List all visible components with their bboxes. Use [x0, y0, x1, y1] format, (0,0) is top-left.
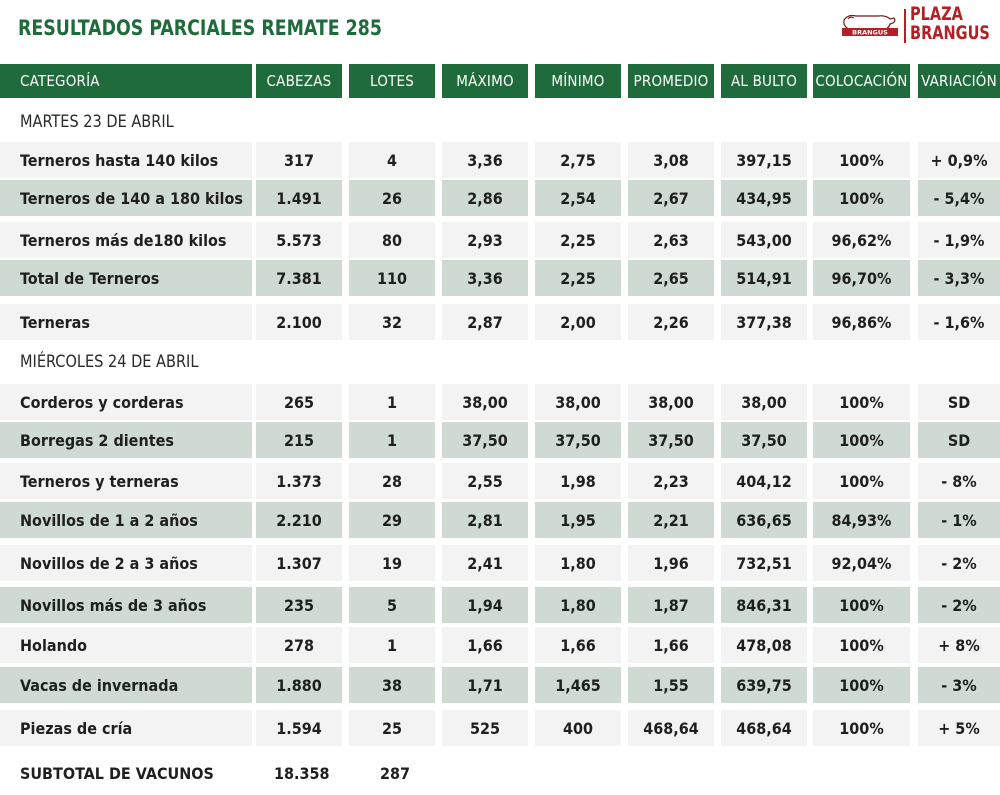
cell-colocacion: 96,70%	[813, 260, 910, 296]
cell-categoria: Terneros hasta 140 kilos	[0, 142, 252, 178]
cell-lotes: 26	[349, 180, 435, 216]
cell-categoria: Holando	[0, 627, 252, 663]
logo-divider	[904, 9, 906, 43]
cell-colocacion: 100%	[813, 627, 910, 663]
cell-al-bulto: 468,64	[721, 710, 807, 746]
cell-categoria: Terneras	[0, 304, 252, 340]
column-header-colocacion: COLOCACIÓN	[813, 64, 910, 98]
cell-minimo: 1,66	[535, 627, 621, 663]
cell-maximo: 2,55	[442, 463, 528, 499]
cell-cabezas: 235	[256, 587, 342, 623]
cell-cabezas: 2.100	[256, 304, 342, 340]
cell-promedio: 2,23	[628, 463, 714, 499]
cell-colocacion: 100%	[813, 384, 910, 420]
cell-promedio: 2,67	[628, 180, 714, 216]
cell-minimo: 38,00	[535, 384, 621, 420]
column-header-promedio: PROMEDIO	[628, 64, 714, 98]
cell-variacion: SD	[918, 384, 1000, 420]
cell-minimo: 1,98	[535, 463, 621, 499]
cell-minimo: 2,00	[535, 304, 621, 340]
cell-al-bulto: 37,50	[721, 422, 807, 458]
cell-minimo: 2,25	[535, 260, 621, 296]
column-header-minimo: MÍNIMO	[535, 64, 621, 98]
cell-promedio: 1,55	[628, 667, 714, 703]
column-header-categoria: CATEGORÍA	[0, 64, 252, 98]
logo-line1: PLAZA	[910, 3, 963, 25]
cell-variacion: - 2%	[918, 545, 1000, 581]
cell-cabezas: 7.381	[256, 260, 342, 296]
cell-cabezas: 5.573	[256, 222, 342, 258]
cell-categoria: Terneros más de180 kilos	[0, 222, 252, 258]
cell-promedio: 2,21	[628, 502, 714, 538]
cell-categoria: Terneros y terneras	[0, 463, 252, 499]
section-title: MIÉRCOLES 24 DE ABRIL	[20, 352, 199, 372]
plaza-brangus-logo	[838, 5, 998, 45]
column-header-lotes: LOTES	[349, 64, 435, 98]
cell-minimo: 2,54	[535, 180, 621, 216]
column-header-variacion: VARIACIÓN	[918, 64, 1000, 98]
cell-categoria: Corderos y corderas	[0, 384, 252, 420]
subtotal-label: SUBTOTAL DE VACUNOS	[20, 763, 214, 783]
cell-colocacion: 96,86%	[813, 304, 910, 340]
cell-variacion: - 8%	[918, 463, 1000, 499]
cell-al-bulto: 434,95	[721, 180, 807, 216]
cell-colocacion: 92,04%	[813, 545, 910, 581]
cell-cabezas: 278	[256, 627, 342, 663]
cell-al-bulto: 38,00	[721, 384, 807, 420]
cell-lotes: 38	[349, 667, 435, 703]
logo-line2: BRANGUS	[910, 22, 990, 44]
subtotal-cabezas: 18.358	[274, 763, 330, 783]
cell-minimo: 400	[535, 710, 621, 746]
cell-categoria: Terneros de 140 a 180 kilos	[0, 180, 252, 216]
cell-categoria: Novillos de 1 a 2 años	[0, 502, 252, 538]
cell-colocacion: 100%	[813, 142, 910, 178]
cell-categoria: Total de Terneros	[0, 260, 252, 296]
cell-minimo: 1,95	[535, 502, 621, 538]
cell-variacion: - 2%	[918, 587, 1000, 623]
cell-lotes: 1	[349, 384, 435, 420]
cell-cabezas: 1.373	[256, 463, 342, 499]
cell-variacion: + 0,9%	[918, 142, 1000, 178]
cell-lotes: 4	[349, 142, 435, 178]
cell-variacion: - 1%	[918, 502, 1000, 538]
cell-maximo: 2,81	[442, 502, 528, 538]
cell-minimo: 1,465	[535, 667, 621, 703]
cell-promedio: 3,08	[628, 142, 714, 178]
cell-al-bulto: 732,51	[721, 545, 807, 581]
logo-bull-text: BRANGUS	[852, 28, 888, 37]
column-header-cabezas: CABEZAS	[256, 64, 342, 98]
cell-maximo: 525	[442, 710, 528, 746]
cell-promedio: 1,66	[628, 627, 714, 663]
cell-categoria: Vacas de invernada	[0, 667, 252, 703]
cell-colocacion: 100%	[813, 180, 910, 216]
cell-minimo: 37,50	[535, 422, 621, 458]
cell-categoria: Borregas 2 dientes	[0, 422, 252, 458]
cell-colocacion: 100%	[813, 587, 910, 623]
cell-promedio: 37,50	[628, 422, 714, 458]
cell-variacion: - 3%	[918, 667, 1000, 703]
cell-variacion: + 5%	[918, 710, 1000, 746]
cell-al-bulto: 543,00	[721, 222, 807, 258]
cell-lotes: 19	[349, 545, 435, 581]
cell-minimo: 1,80	[535, 587, 621, 623]
cell-al-bulto: 846,31	[721, 587, 807, 623]
cell-categoria: Novillos de 2 a 3 años	[0, 545, 252, 581]
cell-cabezas: 2.210	[256, 502, 342, 538]
cell-maximo: 2,41	[442, 545, 528, 581]
cell-maximo: 2,87	[442, 304, 528, 340]
section-title: MARTES 23 DE ABRIL	[20, 112, 174, 132]
cell-minimo: 2,25	[535, 222, 621, 258]
cell-lotes: 80	[349, 222, 435, 258]
cell-lotes: 28	[349, 463, 435, 499]
cell-variacion: - 5,4%	[918, 180, 1000, 216]
cell-maximo: 1,66	[442, 627, 528, 663]
cell-cabezas: 265	[256, 384, 342, 420]
cell-variacion: - 1,6%	[918, 304, 1000, 340]
bull-icon	[838, 10, 902, 40]
cell-cabezas: 1.307	[256, 545, 342, 581]
cell-al-bulto: 639,75	[721, 667, 807, 703]
column-header-maximo: MÁXIMO	[442, 64, 528, 98]
cell-maximo: 3,36	[442, 260, 528, 296]
cell-promedio: 468,64	[628, 710, 714, 746]
cell-cabezas: 215	[256, 422, 342, 458]
cell-maximo: 3,36	[442, 142, 528, 178]
column-header-al-bulto: AL BULTO	[721, 64, 807, 98]
cell-colocacion: 84,93%	[813, 502, 910, 538]
cell-lotes: 1	[349, 627, 435, 663]
cell-lotes: 1	[349, 422, 435, 458]
cell-maximo: 2,93	[442, 222, 528, 258]
cell-promedio: 2,63	[628, 222, 714, 258]
cell-lotes: 32	[349, 304, 435, 340]
cell-cabezas: 317	[256, 142, 342, 178]
cell-categoria: Novillos más de 3 años	[0, 587, 252, 623]
cell-variacion: SD	[918, 422, 1000, 458]
cell-lotes: 5	[349, 587, 435, 623]
cell-cabezas: 1.880	[256, 667, 342, 703]
cell-al-bulto: 636,65	[721, 502, 807, 538]
cell-promedio: 1,87	[628, 587, 714, 623]
cell-maximo: 2,86	[442, 180, 528, 216]
cell-al-bulto: 404,12	[721, 463, 807, 499]
cell-colocacion: 100%	[813, 710, 910, 746]
cell-al-bulto: 377,38	[721, 304, 807, 340]
cell-lotes: 25	[349, 710, 435, 746]
cell-minimo: 1,80	[535, 545, 621, 581]
cell-maximo: 1,71	[442, 667, 528, 703]
cell-maximo: 37,50	[442, 422, 528, 458]
cell-variacion: - 3,3%	[918, 260, 1000, 296]
cell-colocacion: 100%	[813, 667, 910, 703]
cell-maximo: 1,94	[442, 587, 528, 623]
cell-al-bulto: 397,15	[721, 142, 807, 178]
cell-promedio: 38,00	[628, 384, 714, 420]
cell-al-bulto: 478,08	[721, 627, 807, 663]
cell-promedio: 1,96	[628, 545, 714, 581]
page-title: RESULTADOS PARCIALES REMATE 285	[18, 16, 382, 40]
cell-al-bulto: 514,91	[721, 260, 807, 296]
cell-minimo: 2,75	[535, 142, 621, 178]
cell-variacion: + 8%	[918, 627, 1000, 663]
cell-promedio: 2,26	[628, 304, 714, 340]
cell-cabezas: 1.594	[256, 710, 342, 746]
cell-promedio: 2,65	[628, 260, 714, 296]
cell-lotes: 110	[349, 260, 435, 296]
cell-variacion: - 1,9%	[918, 222, 1000, 258]
cell-colocacion: 100%	[813, 422, 910, 458]
cell-colocacion: 100%	[813, 463, 910, 499]
cell-colocacion: 96,62%	[813, 222, 910, 258]
cell-cabezas: 1.491	[256, 180, 342, 216]
subtotal-lotes: 287	[380, 763, 411, 783]
cell-lotes: 29	[349, 502, 435, 538]
cell-categoria: Piezas de cría	[0, 710, 252, 746]
cell-maximo: 38,00	[442, 384, 528, 420]
